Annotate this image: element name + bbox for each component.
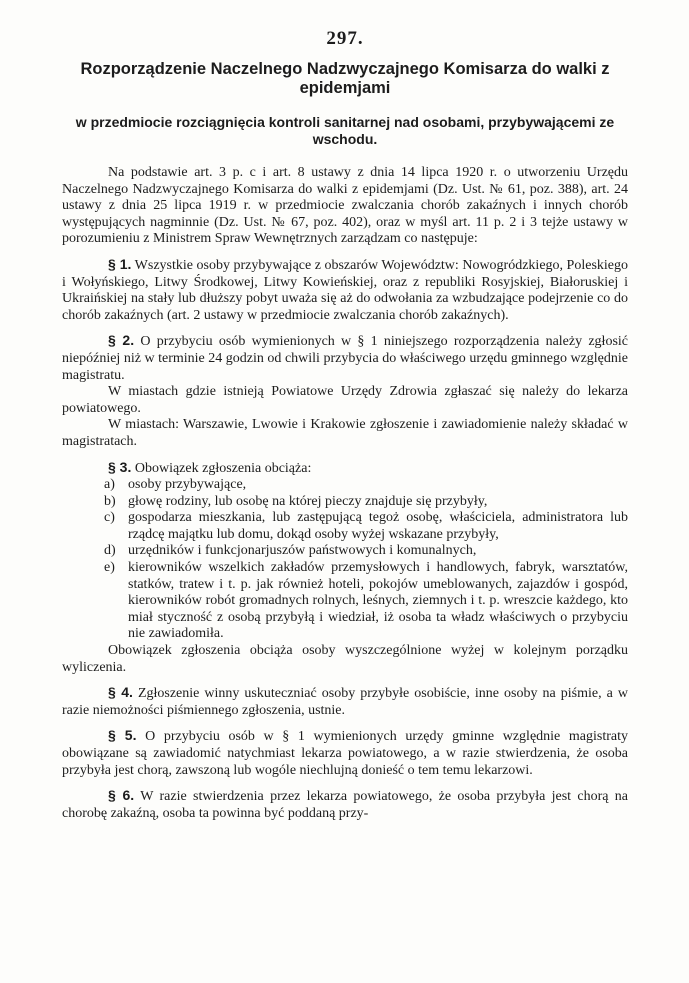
section-2-label: § 2. [108,332,135,349]
list-item-text: kierowników wszelkich zakładów przemysłowych i handlowych, fabryk, warsztatów, statków, tratew i t. p. jak również hoteli, pokojów umeblowanych, zajazdów i gospód, kierowników robót gromadnych rolnych, leśnych, ziemnych i t. p. wreszcie każdego, kto miał styczność z osobą przybyłą i wiedział, iż osoba ta władz właściwych o przybyciu nie zawiadomiła. [128,560,628,642]
list-item-letter: e) [104,560,115,576]
list-item-letter: b) [104,493,116,509]
list-item-text: urzędników i funkcjonarjuszów państwowych i komunalnych, [128,543,477,559]
list-item [62,560,628,643]
section-5 [62,727,628,779]
document-page [62,28,628,822]
document-title: Rozporządzenie Naczelnego Nadzwyczajnego Komisarza do walki z epidemjami [80,60,610,97]
list-item [62,494,628,511]
section-2-paragraph: W miastach: Warszawie, Lwowie i Krakowie zgłoszenie i zawiadomienie należy składać w magistratach. [62,417,628,449]
section-3-intro: Obowiązek zgłoszenia obciąża: [134,460,312,476]
section-4-label: § 4. [108,684,133,701]
section-6 [62,787,628,822]
list-item-text: głowę rodziny, lub osobę na której pieczy znajduje się przybyły, [128,493,488,509]
list-item-text: osoby przybywające, [128,477,247,493]
section-3-list [62,477,628,643]
section-4 [62,684,628,719]
section-6-text: W razie stwierdzenia przez lekarza powiatowego, że osoba przybyła jest chorą na chorobę zakaźną, osoba ta powinna być poddaną przy- [62,789,628,821]
section-6-label: § 6. [108,787,135,804]
list-item [62,477,628,494]
list-item [62,510,628,543]
page-number: 297. [326,28,364,49]
section-2-text: O przybyciu osób wymienionych w § 1 niniejszego rozporządzenia należy zgłosić niepóźniej niż w terminie 24 godzin od chwili przybycia do właściwego urzędu gminnego względnie magistratu. [62,334,628,383]
document-subtitle: w przedmiocie rozciągnięcia kontroli sanitarnej nad osobami, przybywającemi ze wschodu. [75,114,615,147]
section-3 [62,459,628,478]
list-item-text: gospodarza mieszkania, lub zastępującą tegoż osobę, właściciela, administratora lub rządcę majątku lub domu, dokąd osoby wyżej wskazane przybyły, [128,510,628,542]
section-4-text: Zgłoszenie winny uskuteczniać osoby przybyłe osobiście, inne osoby na piśmie, a w razie niemożności piśmiennego zgłoszenia, ustnie. [62,686,629,718]
list-item-letter: d) [104,543,116,559]
section-5-text: O przybyciu osób w § 1 wymienionych urzędy gminne względnie magistraty obowiązane są zawiadomić natychmiast lekarza powiatowego, a w razie stwierdzenia, że osoba przybyła jest chorą, zawszoną lub wogóle niechlujną donieść o tem temu lekarzowi. [62,729,628,778]
section-2-paragraph: W miastach gdzie istnieją Powiatowe Urzędy Zdrowia zgłaszać się należy do lekarza powiatowego. [62,384,628,416]
section-2 [62,332,628,384]
section-1-label: § 1. [108,255,132,272]
section-5-label: § 5. [108,727,137,744]
list-item-letter: c) [104,510,115,526]
list-item-letter: a) [104,477,115,493]
section-1-text: Wszystkie osoby przybywające z obszarów Województw: Nowogródzkiego, Poleskiego i Wołyńskiego, Litwy Środkowej, Litwy Kowieńskiej, oraz z republiki Rosyjskiej, Białoruskiej i Ukraińskiej na stały lub dłuższy pobyt uważa się aż do odwołania za wzbudzające podejrzenie co do chorób zakaźnych (art. 2 ustawy w przedmiocie zwalczania chorób zakaźnych). [62,257,629,323]
preamble: Na podstawie art. 3 p. c i art. 8 ustawy z dnia 14 lipca 1920 r. o utworzeniu Urzędu Naczelnego Nadzwyczajnego Komisarza do walki z epidemjami (Dz. Ust. № 61, poz. 388), art. 24 ustawy z dnia 25 lipca 1919 r. w przedmiocie zwalczania chorób zakaźnych i innych chorób występujących nagminnie (Dz. Ust. № 67, poz. 402), oraz w myśl art. 11 p. 2 i 3 tejże ustawy w porozumieniu z Ministrem Spraw Wewnętrznych zarządzam co następuje: [62,165,628,247]
section-3-closing: Obowiązek zgłoszenia obciąża osoby wyszczególnione wyżej w kolejnym porządku wyliczenia. [62,643,628,675]
list-item [62,543,628,560]
section-3-label: § 3. [108,458,132,475]
section-1 [62,256,628,324]
